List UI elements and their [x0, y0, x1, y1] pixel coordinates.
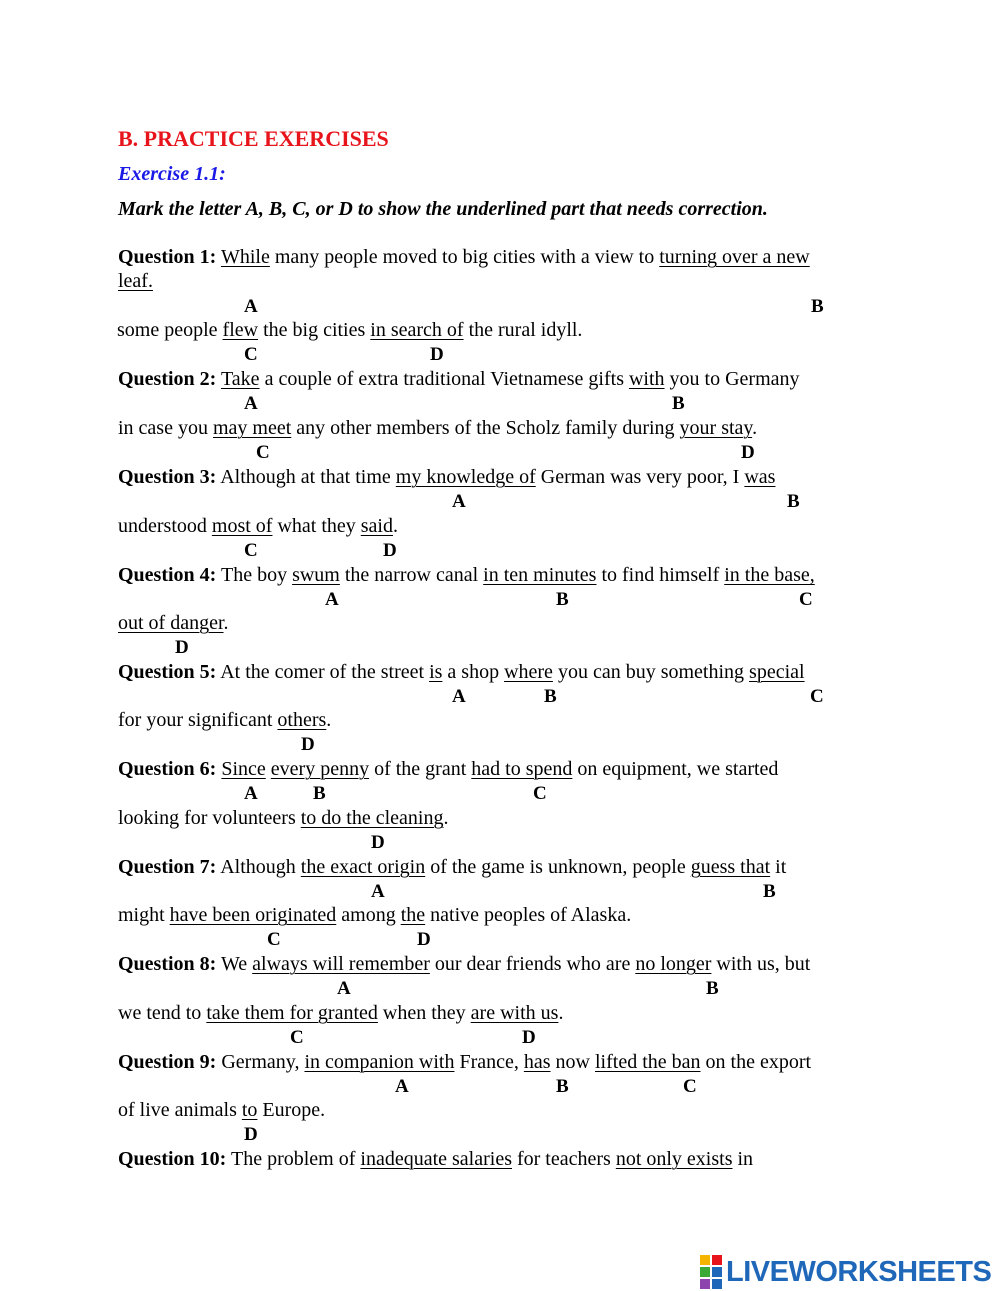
option-b-label: B	[544, 686, 557, 707]
option-d: others	[277, 709, 327, 731]
option-b-label: B	[763, 881, 776, 902]
option-c: special	[749, 661, 805, 683]
text: for teachers	[511, 1148, 616, 1170]
option-c: in the base,	[724, 564, 815, 586]
text: of the game is unknown, people	[425, 856, 691, 878]
text: it	[770, 856, 787, 878]
question-1-line-1	[118, 245, 810, 269]
text: among	[336, 904, 401, 926]
question-7-line-1	[118, 855, 786, 879]
option-b-label: B	[556, 1076, 569, 1097]
option-c: lifted the ban	[595, 1051, 701, 1073]
logo-mark-icon	[700, 1255, 722, 1289]
option-a-label: A	[337, 978, 351, 999]
question-3-line-2	[118, 514, 398, 538]
text: in	[732, 1148, 754, 1170]
question-10-line-1	[118, 1147, 753, 1171]
option-c-label: C	[267, 929, 281, 950]
option-c-label: C	[256, 442, 270, 463]
section-heading: B. PRACTICE EXERCISES	[118, 126, 389, 151]
option-c: have been originated	[169, 904, 337, 926]
question-label: Question 8:	[118, 953, 217, 975]
text: the big cities	[258, 319, 371, 341]
option-b-cont: leaf.	[118, 270, 153, 292]
option-d-label: D	[741, 442, 755, 463]
question-4-line-1	[118, 563, 815, 587]
option-c-label: C	[533, 783, 547, 804]
question-label: Question 6:	[118, 758, 217, 780]
option-d-label: D	[175, 637, 189, 658]
question-label: Question 3:	[118, 466, 217, 488]
option-c-label: C	[290, 1027, 304, 1048]
option-a-label: A	[452, 686, 466, 707]
text: of the grant	[369, 758, 472, 780]
option-d-label: D	[371, 832, 385, 853]
text: our dear friends who are	[429, 953, 636, 975]
option-a: the exact origin	[300, 856, 426, 878]
option-c-label: C	[244, 344, 258, 365]
option-d-label: D	[383, 540, 397, 561]
text: the narrow canal	[339, 564, 484, 586]
option-b-label: B	[556, 589, 569, 610]
option-a-label: A	[371, 881, 385, 902]
text: native peoples of Alaska.	[425, 904, 632, 926]
option-b: no longer	[635, 953, 712, 975]
option-c-label: C	[244, 540, 258, 561]
text: .	[752, 417, 758, 439]
option-d: out of danger	[118, 612, 224, 634]
option-a: inadequate salaries	[360, 1148, 512, 1170]
option-b: turning over a new	[659, 246, 810, 268]
text: We	[216, 953, 253, 975]
instructions: Mark the letter A, B, C, or D to show the underlined part that needs correction.	[118, 198, 768, 220]
text: the rural idyll.	[463, 319, 583, 341]
option-a: always will remember	[252, 953, 430, 975]
question-5-line-1	[118, 660, 805, 684]
option-d: to do the cleaning	[300, 807, 444, 829]
option-b: with	[628, 368, 665, 390]
option-d-label: D	[522, 1027, 536, 1048]
option-b-label: B	[706, 978, 719, 999]
option-a-label: A	[244, 393, 258, 414]
text: with us, but	[711, 953, 811, 975]
option-a: my knowledge of	[395, 466, 536, 488]
text: Although at that time	[216, 466, 396, 488]
question-3-line-1	[118, 465, 775, 489]
text: a couple of extra traditional Vietnamese gifts	[259, 368, 629, 390]
option-a: Since	[221, 758, 266, 780]
question-label: Question 4:	[118, 564, 217, 586]
option-c: may meet	[212, 417, 292, 439]
option-d-label: D	[417, 929, 431, 950]
option-c-label: C	[810, 686, 824, 707]
option-d-label: D	[301, 734, 315, 755]
question-2-line-1	[118, 367, 800, 391]
question-2-line-2	[118, 416, 757, 440]
logo-text: LIVEWORKSHEETS	[726, 1255, 992, 1288]
text: what they	[272, 515, 361, 537]
text: of live animals	[118, 1099, 242, 1121]
question-label: Question 1:	[118, 246, 217, 268]
option-a-label: A	[244, 296, 258, 317]
exercise-title: Exercise 1.1:	[118, 163, 226, 185]
question-label: Question 2:	[118, 368, 217, 390]
option-d: to	[241, 1099, 258, 1121]
option-d: your stay	[679, 417, 753, 439]
text: .	[443, 807, 449, 829]
text: looking for volunteers	[118, 807, 301, 829]
text: we tend to	[118, 1002, 207, 1024]
text: on the export	[700, 1051, 812, 1073]
option-c-label: C	[683, 1076, 697, 1097]
option-b: in ten minutes	[483, 564, 597, 586]
text: you to Germany	[664, 368, 800, 390]
text: The boy	[216, 564, 293, 586]
text: when they	[377, 1002, 471, 1024]
text: The problem of	[226, 1148, 361, 1170]
option-b-label: B	[672, 393, 685, 414]
question-8-line-1	[118, 952, 810, 976]
option-b-label: B	[811, 296, 824, 317]
option-a: While	[220, 246, 270, 268]
text: for your significant	[118, 709, 278, 731]
option-d-label: D	[244, 1124, 258, 1145]
text: a shop	[442, 661, 505, 683]
text: .	[392, 515, 398, 537]
text: At the comer of the street	[216, 661, 430, 683]
question-6-line-1	[118, 757, 778, 781]
option-d: in search of	[370, 319, 464, 341]
option-b: not only exists	[615, 1148, 733, 1170]
option-d-label: D	[430, 344, 444, 365]
option-a-label: A	[452, 491, 466, 512]
text: might	[118, 904, 170, 926]
text: Although	[216, 856, 301, 878]
option-a: in companion with	[304, 1051, 455, 1073]
question-6-line-2	[118, 806, 448, 830]
option-b: where	[504, 661, 553, 683]
text: many people moved to big cities with a view to	[269, 246, 660, 268]
question-9-line-2	[118, 1098, 325, 1122]
question-9-line-1	[118, 1050, 811, 1074]
question-label: Question 10:	[118, 1148, 227, 1170]
option-d: said	[360, 515, 393, 537]
text: now	[550, 1051, 595, 1073]
text: to find himself	[596, 564, 725, 586]
option-c-label: C	[799, 589, 813, 610]
liveworksheets-logo	[700, 1255, 991, 1289]
option-b-label: B	[313, 783, 326, 804]
option-c: most of	[211, 515, 273, 537]
option-a: Take	[220, 368, 260, 390]
text: German was very poor, I	[535, 466, 745, 488]
question-1-line-3	[117, 318, 582, 342]
option-b: every penny	[270, 758, 370, 780]
question-4-line-2	[118, 611, 229, 635]
text: Germany,	[216, 1051, 305, 1073]
option-a-label: A	[395, 1076, 409, 1097]
option-a-label: A	[325, 589, 339, 610]
text: in case you	[118, 417, 213, 439]
option-b-label: B	[787, 491, 800, 512]
option-a: is	[429, 661, 443, 683]
option-c: had to spend	[471, 758, 573, 780]
text: France,	[454, 1051, 524, 1073]
text: Europe.	[257, 1099, 326, 1121]
question-label: Question 9:	[118, 1051, 217, 1073]
text: understood	[118, 515, 212, 537]
option-b: guess that	[690, 856, 771, 878]
question-8-line-2	[118, 1001, 563, 1025]
text: some people	[117, 319, 223, 341]
question-7-line-2	[118, 903, 631, 927]
option-c: take them for granted	[206, 1002, 378, 1024]
option-b: was	[744, 466, 776, 488]
option-a: swum	[292, 564, 340, 586]
text: you can buy something	[552, 661, 750, 683]
text: .	[223, 612, 229, 634]
question-label: Question 5:	[118, 661, 217, 683]
option-d: are with us	[470, 1002, 559, 1024]
option-b: has	[523, 1051, 551, 1073]
option-a-label: A	[244, 783, 258, 804]
question-5-line-2	[118, 708, 331, 732]
option-c: flew	[222, 319, 259, 341]
text: on equipment, we started	[572, 758, 779, 780]
question-label: Question 7:	[118, 856, 217, 878]
text: .	[326, 709, 332, 731]
text: .	[558, 1002, 564, 1024]
option-d: the	[400, 904, 426, 926]
text: any other members of the Scholz family during	[291, 417, 680, 439]
question-1-line-2	[118, 269, 153, 293]
